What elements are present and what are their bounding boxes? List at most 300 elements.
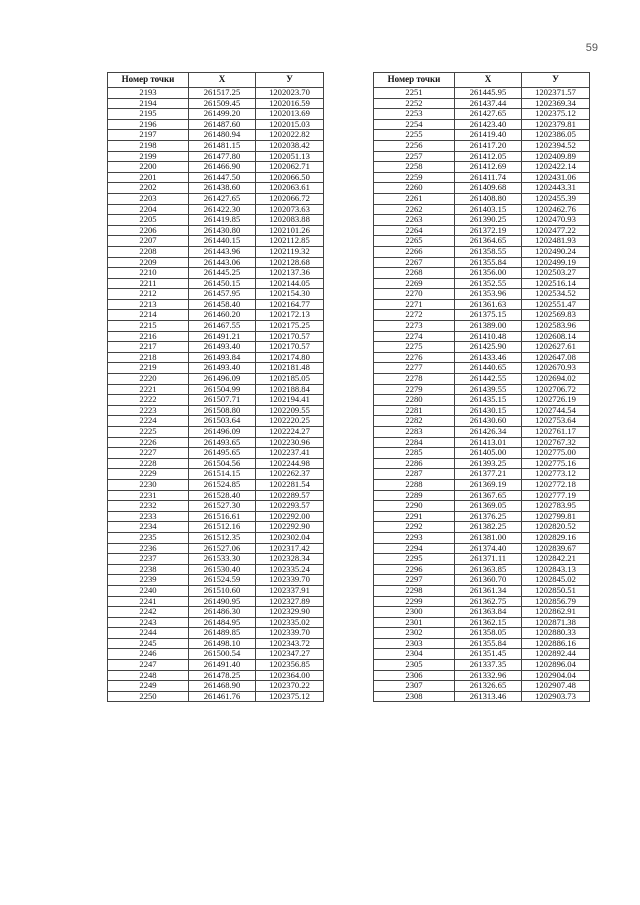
- y-coordinate-cell: 1202871.38: [522, 617, 590, 628]
- y-coordinate-cell: 1202903.73: [522, 691, 590, 702]
- point-number-cell: 2253: [374, 109, 455, 120]
- x-coordinate-cell: 261443.96: [189, 246, 256, 257]
- y-coordinate-cell: 1202904.04: [522, 670, 590, 681]
- table-row: [374, 236, 590, 247]
- y-coordinate-cell: 1202499.19: [522, 257, 590, 268]
- x-coordinate-cell: 261458.40: [189, 299, 256, 310]
- point-number-cell: 2273: [374, 321, 455, 332]
- table-row: [108, 522, 324, 533]
- x-coordinate-cell: 261332.96: [455, 670, 522, 681]
- point-number-cell: 2301: [374, 617, 455, 628]
- x-coordinate-cell: 261445.25: [189, 268, 256, 279]
- point-number-cell: 2237: [108, 554, 189, 565]
- table-row: [108, 416, 324, 427]
- point-number-cell: 2239: [108, 575, 189, 586]
- y-coordinate-cell: 1202016.59: [256, 98, 324, 109]
- x-coordinate-cell: 261393.25: [455, 458, 522, 469]
- point-number-cell: 2250: [108, 691, 189, 702]
- table-row: [374, 183, 590, 194]
- x-coordinate-cell: 261499.20: [189, 109, 256, 120]
- x-coordinate-cell: 261376.25: [455, 511, 522, 522]
- table-row: [108, 384, 324, 395]
- y-coordinate-cell: 1202880.33: [522, 628, 590, 639]
- table-row: [374, 628, 590, 639]
- y-coordinate-cell: 1202892.44: [522, 649, 590, 660]
- table-row: [108, 511, 324, 522]
- table-row: [374, 543, 590, 554]
- x-coordinate-cell: 261375.15: [455, 310, 522, 321]
- table-header-row: [374, 73, 590, 88]
- point-number-cell: 2300: [374, 607, 455, 618]
- point-number-cell: 2307: [374, 681, 455, 692]
- x-coordinate-cell: 261363.84: [455, 607, 522, 618]
- x-coordinate-cell: 261517.25: [189, 88, 256, 99]
- y-coordinate-cell: 1202608.14: [522, 331, 590, 342]
- y-coordinate-cell: 1202516.14: [522, 278, 590, 289]
- y-coordinate-cell: 1202327.89: [256, 596, 324, 607]
- y-coordinate-cell: 1202244.98: [256, 458, 324, 469]
- y-coordinate-cell: 1202175.25: [256, 321, 324, 332]
- y-coordinate-cell: 1202409.89: [522, 151, 590, 162]
- x-coordinate-cell: 261481.15: [189, 140, 256, 151]
- table-row: [108, 278, 324, 289]
- table-row: [374, 246, 590, 257]
- point-number-cell: 2216: [108, 331, 189, 342]
- page-number: 59: [585, 42, 598, 54]
- x-coordinate-cell: 261493.40: [189, 363, 256, 374]
- y-coordinate-cell: 1202022.82: [256, 130, 324, 141]
- y-coordinate-cell: 1202292.90: [256, 522, 324, 533]
- point-number-cell: 2235: [108, 532, 189, 543]
- table-row: [108, 585, 324, 596]
- y-coordinate-cell: 1202337.91: [256, 585, 324, 596]
- y-coordinate-cell: 1202856.79: [522, 596, 590, 607]
- point-number-cell: 2228: [108, 458, 189, 469]
- y-coordinate-cell: 1202170.57: [256, 331, 324, 342]
- point-number-cell: 2197: [108, 130, 189, 141]
- x-coordinate-cell: 261466.90: [189, 162, 256, 173]
- y-coordinate-cell: 1202503.27: [522, 268, 590, 279]
- point-number-cell: 2207: [108, 236, 189, 247]
- x-coordinate-cell: 261512.16: [189, 522, 256, 533]
- x-coordinate-cell: 261313.46: [455, 691, 522, 702]
- y-coordinate-cell: 1202627.61: [522, 342, 590, 353]
- table-row: [374, 374, 590, 385]
- table-row: [374, 564, 590, 575]
- table-row: [374, 458, 590, 469]
- y-coordinate-cell: 1202490.24: [522, 246, 590, 257]
- point-number-cell: 2249: [108, 681, 189, 692]
- x-coordinate-cell: 261409.68: [455, 183, 522, 194]
- table-row: [108, 151, 324, 162]
- x-coordinate-cell: 261514.15: [189, 469, 256, 480]
- y-coordinate-cell: 1202188.84: [256, 384, 324, 395]
- table-row: [374, 448, 590, 459]
- table-row: [108, 649, 324, 660]
- table-row: [108, 289, 324, 300]
- y-coordinate-cell: 1202470.93: [522, 215, 590, 226]
- point-number-cell: 2264: [374, 225, 455, 236]
- x-coordinate-cell: 261509.45: [189, 98, 256, 109]
- x-coordinate-cell: 261412.05: [455, 151, 522, 162]
- point-number-cell: 2277: [374, 363, 455, 374]
- y-coordinate-cell: 1202753.64: [522, 416, 590, 427]
- table-row: [374, 585, 590, 596]
- point-number-cell: 2215: [108, 321, 189, 332]
- point-number-cell: 2267: [374, 257, 455, 268]
- point-number-cell: 2291: [374, 511, 455, 522]
- x-coordinate-cell: 261528.40: [189, 490, 256, 501]
- point-number-cell: 2287: [374, 469, 455, 480]
- y-coordinate-cell: 1202128.68: [256, 257, 324, 268]
- table-row: [374, 670, 590, 681]
- coordinates-table-right: [373, 72, 590, 702]
- point-number-cell: 2306: [374, 670, 455, 681]
- point-number-cell: 2203: [108, 193, 189, 204]
- table-row: [374, 321, 590, 332]
- point-number-cell: 2201: [108, 172, 189, 183]
- y-coordinate-cell: 1202347.27: [256, 649, 324, 660]
- x-coordinate-cell: 261460.20: [189, 310, 256, 321]
- y-coordinate-cell: 1202829.16: [522, 532, 590, 543]
- x-coordinate-cell: 261374.40: [455, 543, 522, 554]
- x-coordinate-cell: 261493.65: [189, 437, 256, 448]
- x-coordinate-cell: 261433.46: [455, 352, 522, 363]
- x-coordinate-cell: 261493.84: [189, 352, 256, 363]
- table-row: [108, 437, 324, 448]
- x-coordinate-cell: 261524.85: [189, 479, 256, 490]
- x-coordinate-cell: 261355.84: [455, 638, 522, 649]
- coordinates-table-left: [107, 72, 324, 702]
- x-coordinate-cell: 261504.99: [189, 384, 256, 395]
- y-coordinate-cell: 1202569.83: [522, 310, 590, 321]
- table-row: [374, 469, 590, 480]
- x-coordinate-cell: 261443.06: [189, 257, 256, 268]
- point-number-cell: 2269: [374, 278, 455, 289]
- point-number-cell: 2289: [374, 490, 455, 501]
- table-row: [374, 522, 590, 533]
- column-header-x: X: [189, 73, 256, 88]
- point-number-cell: 2225: [108, 427, 189, 438]
- x-coordinate-cell: 261438.60: [189, 183, 256, 194]
- y-coordinate-cell: 1202394.52: [522, 140, 590, 151]
- point-number-cell: 2263: [374, 215, 455, 226]
- table-row: [108, 246, 324, 257]
- point-number-cell: 2297: [374, 575, 455, 586]
- y-coordinate-cell: 1202119.32: [256, 246, 324, 257]
- x-coordinate-cell: 261440.15: [189, 236, 256, 247]
- x-coordinate-cell: 261427.65: [455, 109, 522, 120]
- y-coordinate-cell: 1202073.63: [256, 204, 324, 215]
- y-coordinate-cell: 1202112.85: [256, 236, 324, 247]
- table-row: [108, 660, 324, 671]
- point-number-cell: 2261: [374, 193, 455, 204]
- point-number-cell: 2211: [108, 278, 189, 289]
- x-coordinate-cell: 261377.21: [455, 469, 522, 480]
- point-number-cell: 2238: [108, 564, 189, 575]
- x-coordinate-cell: 261381.00: [455, 532, 522, 543]
- y-coordinate-cell: 1202455.39: [522, 193, 590, 204]
- table-row: [374, 405, 590, 416]
- x-coordinate-cell: 261422.30: [189, 204, 256, 215]
- x-coordinate-cell: 261491.40: [189, 660, 256, 671]
- point-number-cell: 2212: [108, 289, 189, 300]
- table-row: [108, 490, 324, 501]
- table-row: [108, 204, 324, 215]
- y-coordinate-cell: 1202777.19: [522, 490, 590, 501]
- table-row: [374, 331, 590, 342]
- x-coordinate-cell: 261510.60: [189, 585, 256, 596]
- table-row: [108, 638, 324, 649]
- x-coordinate-cell: 261419.85: [189, 215, 256, 226]
- y-coordinate-cell: 1202370.22: [256, 681, 324, 692]
- y-coordinate-cell: 1202386.05: [522, 130, 590, 141]
- column-header-y: У: [522, 73, 590, 88]
- table-row: [374, 299, 590, 310]
- table-row: [108, 395, 324, 406]
- point-number-cell: 2278: [374, 374, 455, 385]
- y-coordinate-cell: 1202422.14: [522, 162, 590, 173]
- y-coordinate-cell: 1202083.88: [256, 215, 324, 226]
- y-coordinate-cell: 1202170.57: [256, 342, 324, 353]
- point-number-cell: 2206: [108, 225, 189, 236]
- point-number-cell: 2303: [374, 638, 455, 649]
- table-row: [108, 310, 324, 321]
- point-number-cell: 2202: [108, 183, 189, 194]
- x-coordinate-cell: 261442.55: [455, 374, 522, 385]
- y-coordinate-cell: 1202726.19: [522, 395, 590, 406]
- column-header-y: У: [256, 73, 324, 88]
- x-coordinate-cell: 261372.19: [455, 225, 522, 236]
- table-row: [108, 617, 324, 628]
- y-coordinate-cell: 1202066.72: [256, 193, 324, 204]
- y-coordinate-cell: 1202375.12: [256, 691, 324, 702]
- x-coordinate-cell: 261484.95: [189, 617, 256, 628]
- x-coordinate-cell: 261358.55: [455, 246, 522, 257]
- y-coordinate-cell: 1202164.77: [256, 299, 324, 310]
- table-row: [374, 172, 590, 183]
- y-coordinate-cell: 1202706.72: [522, 384, 590, 395]
- x-coordinate-cell: 261440.65: [455, 363, 522, 374]
- column-header-point-number: Номер точки: [108, 73, 189, 88]
- point-number-cell: 2204: [108, 204, 189, 215]
- table-row: [374, 342, 590, 353]
- point-number-cell: 2240: [108, 585, 189, 596]
- y-coordinate-cell: 1202051.13: [256, 151, 324, 162]
- table-row: [374, 278, 590, 289]
- y-coordinate-cell: 1202820.52: [522, 522, 590, 533]
- point-number-cell: 2226: [108, 437, 189, 448]
- table-row: [374, 575, 590, 586]
- table-row: [374, 691, 590, 702]
- table-row: [374, 437, 590, 448]
- table-row: [374, 88, 590, 99]
- point-number-cell: 2296: [374, 564, 455, 575]
- y-coordinate-cell: 1202317.42: [256, 543, 324, 554]
- table-row: [374, 617, 590, 628]
- x-coordinate-cell: 261457.95: [189, 289, 256, 300]
- table-row: [374, 511, 590, 522]
- x-coordinate-cell: 261369.05: [455, 501, 522, 512]
- point-number-cell: 2284: [374, 437, 455, 448]
- table-row: [108, 607, 324, 618]
- x-coordinate-cell: 261352.55: [455, 278, 522, 289]
- y-coordinate-cell: 1202443.31: [522, 183, 590, 194]
- x-coordinate-cell: 261419.40: [455, 130, 522, 141]
- x-coordinate-cell: 261512.35: [189, 532, 256, 543]
- x-coordinate-cell: 261527.30: [189, 501, 256, 512]
- table-row: [374, 501, 590, 512]
- point-number-cell: 2279: [374, 384, 455, 395]
- y-coordinate-cell: 1202013.69: [256, 109, 324, 120]
- table-row: [374, 109, 590, 120]
- point-number-cell: 2252: [374, 98, 455, 109]
- point-number-cell: 2227: [108, 448, 189, 459]
- point-number-cell: 2195: [108, 109, 189, 120]
- y-coordinate-cell: 1202761.17: [522, 427, 590, 438]
- x-coordinate-cell: 261487.60: [189, 119, 256, 130]
- y-coordinate-cell: 1202773.12: [522, 469, 590, 480]
- point-number-cell: 2256: [374, 140, 455, 151]
- y-coordinate-cell: 1202670.93: [522, 363, 590, 374]
- y-coordinate-cell: 1202647.08: [522, 352, 590, 363]
- column-header-x: X: [455, 73, 522, 88]
- x-coordinate-cell: 261337.35: [455, 660, 522, 671]
- x-coordinate-cell: 261490.95: [189, 596, 256, 607]
- point-number-cell: 2251: [374, 88, 455, 99]
- point-number-cell: 2208: [108, 246, 189, 257]
- x-coordinate-cell: 261468.90: [189, 681, 256, 692]
- point-number-cell: 2285: [374, 448, 455, 459]
- table-row: [108, 427, 324, 438]
- table-row: [108, 183, 324, 194]
- point-number-cell: 2270: [374, 289, 455, 300]
- y-coordinate-cell: 1202293.57: [256, 501, 324, 512]
- table-row: [108, 691, 324, 702]
- y-coordinate-cell: 1202329.90: [256, 607, 324, 618]
- y-coordinate-cell: 1202339.70: [256, 628, 324, 639]
- table-row: [108, 98, 324, 109]
- point-number-cell: 2199: [108, 151, 189, 162]
- point-number-cell: 2241: [108, 596, 189, 607]
- y-coordinate-cell: 1202335.02: [256, 617, 324, 628]
- y-coordinate-cell: 1202230.96: [256, 437, 324, 448]
- point-number-cell: 2213: [108, 299, 189, 310]
- point-number-cell: 2198: [108, 140, 189, 151]
- y-coordinate-cell: 1202194.41: [256, 395, 324, 406]
- y-coordinate-cell: 1202356.85: [256, 660, 324, 671]
- y-coordinate-cell: 1202843.13: [522, 564, 590, 575]
- table-row: [108, 119, 324, 130]
- y-coordinate-cell: 1202364.00: [256, 670, 324, 681]
- x-coordinate-cell: 261367.65: [455, 490, 522, 501]
- table-row: [108, 257, 324, 268]
- x-coordinate-cell: 261503.64: [189, 416, 256, 427]
- point-number-cell: 2290: [374, 501, 455, 512]
- x-coordinate-cell: 261423.40: [455, 119, 522, 130]
- table-row: [108, 448, 324, 459]
- x-coordinate-cell: 261496.09: [189, 427, 256, 438]
- table-row: [374, 268, 590, 279]
- x-coordinate-cell: 261364.65: [455, 236, 522, 247]
- x-coordinate-cell: 261362.15: [455, 617, 522, 628]
- x-coordinate-cell: 261508.80: [189, 405, 256, 416]
- y-coordinate-cell: 1202775.00: [522, 448, 590, 459]
- y-coordinate-cell: 1202262.37: [256, 469, 324, 480]
- point-number-cell: 2242: [108, 607, 189, 618]
- y-coordinate-cell: 1202694.02: [522, 374, 590, 385]
- table-row: [108, 670, 324, 681]
- x-coordinate-cell: 261530.40: [189, 564, 256, 575]
- point-number-cell: 2257: [374, 151, 455, 162]
- point-number-cell: 2231: [108, 490, 189, 501]
- point-number-cell: 2280: [374, 395, 455, 406]
- point-number-cell: 2234: [108, 522, 189, 533]
- point-number-cell: 2274: [374, 331, 455, 342]
- y-coordinate-cell: 1202431.06: [522, 172, 590, 183]
- point-number-cell: 2205: [108, 215, 189, 226]
- point-number-cell: 2258: [374, 162, 455, 173]
- x-coordinate-cell: 261351.45: [455, 649, 522, 660]
- x-coordinate-cell: 261445.95: [455, 88, 522, 99]
- y-coordinate-cell: 1202066.50: [256, 172, 324, 183]
- y-coordinate-cell: 1202062.71: [256, 162, 324, 173]
- point-number-cell: 2247: [108, 660, 189, 671]
- point-number-cell: 2245: [108, 638, 189, 649]
- y-coordinate-cell: 1202101.26: [256, 225, 324, 236]
- table-row: [108, 193, 324, 204]
- point-number-cell: 2260: [374, 183, 455, 194]
- x-coordinate-cell: 261403.15: [455, 204, 522, 215]
- y-coordinate-cell: 1202209.55: [256, 405, 324, 416]
- x-coordinate-cell: 261486.30: [189, 607, 256, 618]
- point-number-cell: 2265: [374, 236, 455, 247]
- point-number-cell: 2293: [374, 532, 455, 543]
- y-coordinate-cell: 1202185.05: [256, 374, 324, 385]
- table-row: [374, 98, 590, 109]
- y-coordinate-cell: 1202137.36: [256, 268, 324, 279]
- table-row: [108, 172, 324, 183]
- y-coordinate-cell: 1202862.91: [522, 607, 590, 618]
- table-row: [108, 225, 324, 236]
- point-number-cell: 2272: [374, 310, 455, 321]
- y-coordinate-cell: 1202220.25: [256, 416, 324, 427]
- point-number-cell: 2236: [108, 543, 189, 554]
- table-row: [108, 554, 324, 565]
- table-row: [374, 289, 590, 300]
- table-row: [108, 405, 324, 416]
- y-coordinate-cell: 1202369.34: [522, 98, 590, 109]
- point-number-cell: 2283: [374, 427, 455, 438]
- y-coordinate-cell: 1202839.67: [522, 543, 590, 554]
- y-coordinate-cell: 1202328.34: [256, 554, 324, 565]
- y-coordinate-cell: 1202379.81: [522, 119, 590, 130]
- table-row: [108, 596, 324, 607]
- y-coordinate-cell: 1202799.81: [522, 511, 590, 522]
- table-row: [374, 352, 590, 363]
- table-row: [108, 458, 324, 469]
- point-number-cell: 2302: [374, 628, 455, 639]
- point-number-cell: 2288: [374, 479, 455, 490]
- point-number-cell: 2233: [108, 511, 189, 522]
- point-number-cell: 2193: [108, 88, 189, 99]
- point-number-cell: 2282: [374, 416, 455, 427]
- table-row: [108, 236, 324, 247]
- table-row: [374, 140, 590, 151]
- table-row: [374, 130, 590, 141]
- table-row: [374, 215, 590, 226]
- y-coordinate-cell: 1202772.18: [522, 479, 590, 490]
